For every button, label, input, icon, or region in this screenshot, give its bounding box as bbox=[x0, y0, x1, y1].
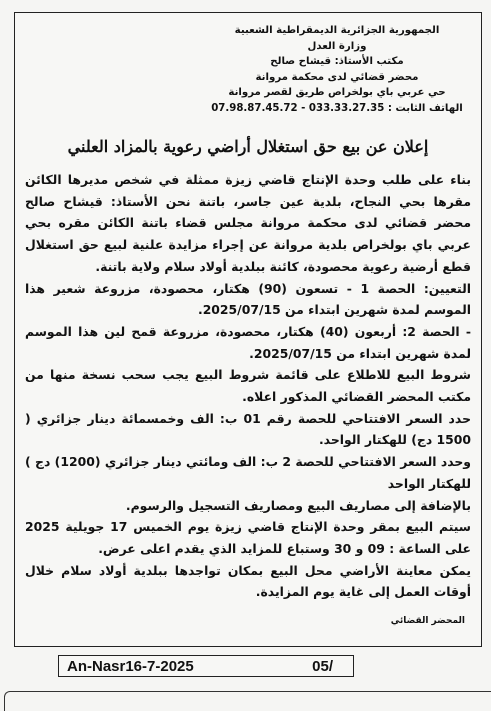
paragraph-lot-2: - الحصة 2: أربعون (40) هكتار، محصودة، مزروعة قمح لين هذا الموسم لمدة شهرين ابتداء من 2025/07/15. bbox=[25, 323, 471, 361]
signature-label: المحضر القضائي bbox=[390, 616, 465, 626]
publication-footer bbox=[58, 655, 354, 677]
next-ad-border bbox=[4, 691, 491, 711]
letterhead-office: مكتب الأستاذ: قيشاح صالح bbox=[270, 56, 404, 68]
letterhead-role: محضر قضائي لدى محكمة مروانة bbox=[255, 71, 419, 83]
paragraph-intro: بناء على طلب وحدة الإنتاج قاضي زيزة ممثلة في شخص مديرها الكائن مقرها بحي النجاح، بلدية عين جاسر، باتنة نحن الأستاذ: قيشاح صالح محضر قضائي لدى محكمة مروانة مجلس قضاء باتنة الكائن مقره بحي عربي باي بولخراص بلدية مروانة عن إجراء مزايدة علنية لبيع حق استغلال قطع أرضية رعوية محصودة، كائنة ببلدية أولاد سلام ولاية باتنة. bbox=[25, 172, 471, 274]
announcement-frame bbox=[14, 12, 482, 647]
paragraph-lot-1: التعيين: الحصة 1 - تسعون (90) هكتار، محصودة، مزروعة شعير هذا الموسم لمدة شهرين ابتداء من 2025/07/15. bbox=[25, 280, 471, 318]
paragraph-inspection: يمكن معاينة الأراضي محل البيع بمكان تواجدها ببلدية أولاد سلام خلال أوقات العمل إلى غاية يوم المزايدة. bbox=[25, 562, 471, 600]
announcement-title: إعلان عن بيع حق استغلال أراضي رعوية بالمزاد العلني bbox=[67, 137, 429, 156]
paragraph-fees: بالإضافة إلى مصاريف البيع ومصاريف التسجيل والرسوم. bbox=[125, 497, 471, 513]
letterhead-address: حي عربي باي بولخراص طريق لقصر مروانة bbox=[228, 87, 446, 99]
paragraph-sale-date: سيتم البيع بمقر وحدة الإنتاج قاضي زيزة يوم الخميس 17 جويلية 2025 على الساعة : 09 و 30 وستباع للمزايد الذي يقدم اعلى عرض. bbox=[25, 519, 471, 556]
letterhead-phone: الهاتف الثابت : 033.33.27.35 - 07.98.87.45.72 bbox=[211, 102, 463, 114]
paragraph-conditions: شروط البيع للاطلاع على قائمة شروط البيع يجب سحب نسخة منها من مكتب المحضر القضائي المذكور اعلاه. bbox=[25, 367, 471, 405]
letterhead-ministry: وزارة العدل bbox=[307, 40, 367, 52]
page-number: 05/ bbox=[312, 658, 333, 675]
paragraph-price-lot-2: وحدد السعر الافتتاحي للحصة 2 ب: الف ومائتي دينار جزائري (1200) دج ) للهكتار الواحد bbox=[25, 454, 471, 491]
announcement-body bbox=[25, 169, 471, 603]
publication-date: An-Nasr16-7-2025 bbox=[67, 658, 194, 675]
letterhead-republic: الجمهورية الجزائرية الديمقراطية الشعبية bbox=[234, 25, 440, 36]
letterhead bbox=[207, 23, 467, 117]
paragraph-price-lot-1: حدد السعر الافتتاحي للحصة رقم 01 ب: الف وخمسمائة دينار جزائري ( 1500 دج) للهكتار الواحد. bbox=[25, 410, 471, 448]
